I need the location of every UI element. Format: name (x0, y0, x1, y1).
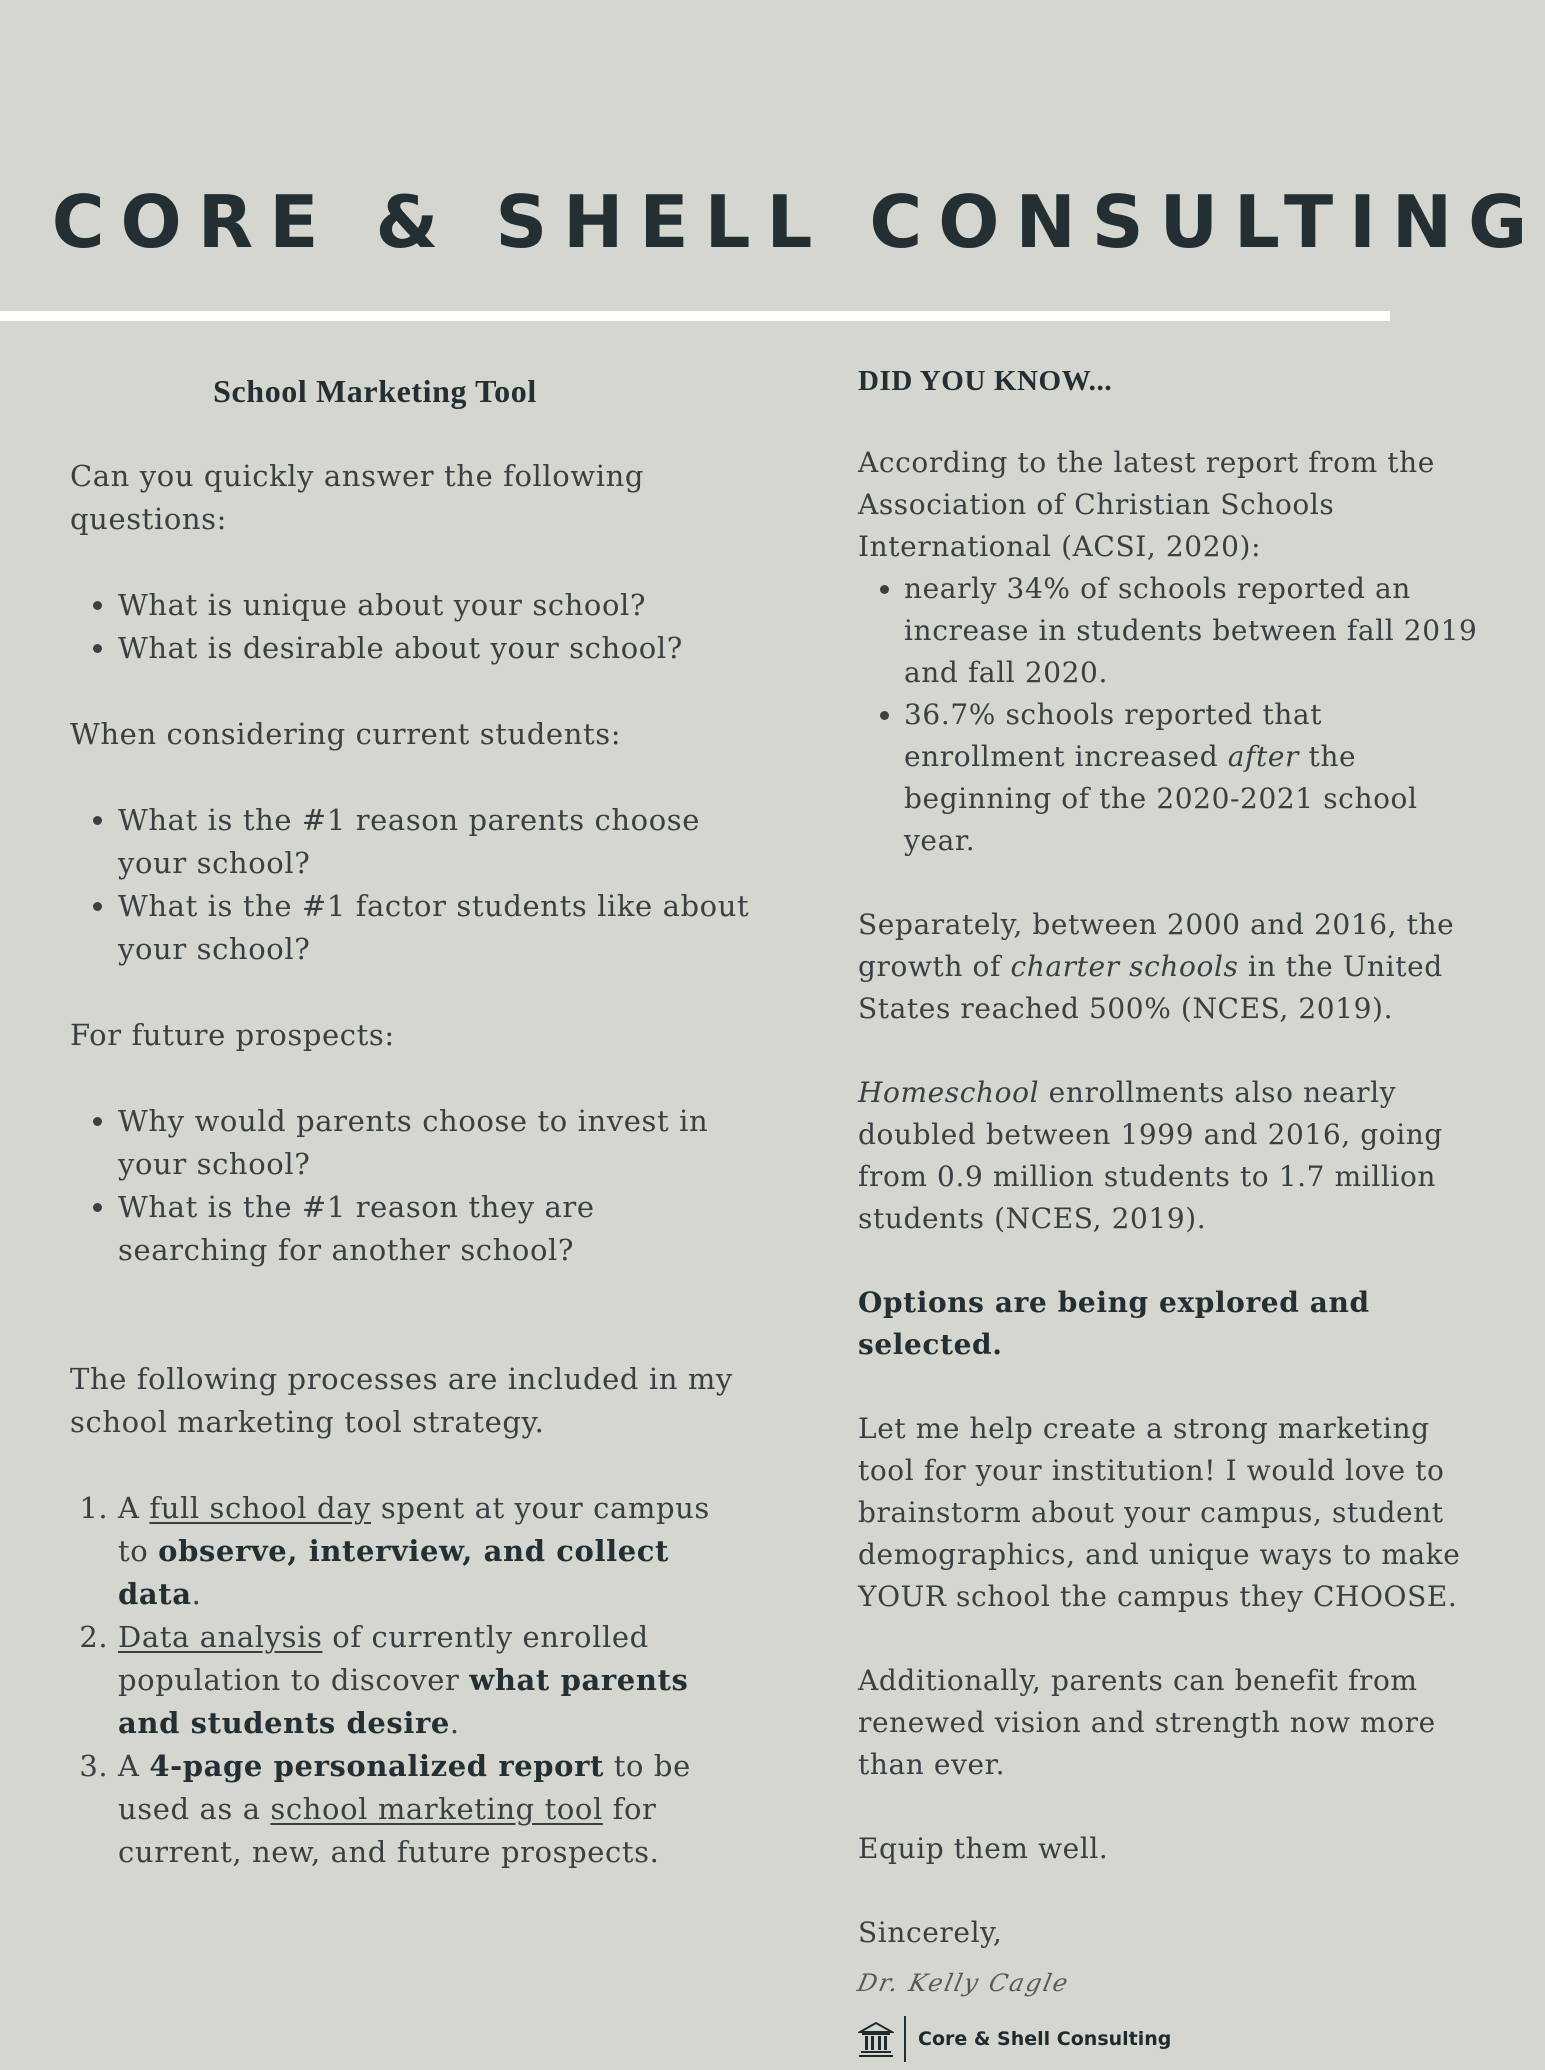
charter-paragraph: Separately, between 2000 and 2016, the growth of charter schools in the United States reached 500% (NCES, 2019). (858, 908, 1455, 1025)
list-item: • Why would parents choose to invest in your school? (118, 1100, 750, 1186)
future-prospects-label: For future prospects: (70, 1018, 395, 1052)
intro-text: Can you quickly answer the following questions: (70, 459, 645, 536)
closing: Sincerely, (858, 1916, 1003, 1949)
equip-line: Equip them well. (858, 1832, 1109, 1865)
section-heading: School Marketing Tool (213, 373, 537, 409)
list-item: 1. A full school day spent at your campus to observe, interview, and collect data. (118, 1487, 750, 1616)
left-column (70, 360, 750, 1874)
homeschool-paragraph: Homeschool enrollments also nearly doubled between 1999 and 2016, going from 0.9 million students to 1.7 million students (NCES, 2019). (858, 1076, 1443, 1235)
help-paragraph: Let me help create a strong marketing tool for your institution! I would love to brainstorm about your campus, student demographics, and unique ways to make YOUR school the campus they CHOOSE. (858, 1412, 1461, 1613)
building-columns-icon (858, 2020, 894, 2058)
step-link-text: school marketing tool (270, 1792, 603, 1826)
step-link-text: Data analysis (118, 1620, 323, 1654)
list-item: • What is desirable about your school? (118, 627, 750, 670)
logo-text: Core & Shell Consulting (918, 2028, 1172, 2050)
header-divider (0, 311, 1390, 321)
current-students-label: When considering current students: (70, 717, 622, 751)
processes-intro: The following processes are included in my school marketing tool strategy. (70, 1362, 733, 1439)
step-link-text: full school day (149, 1491, 372, 1525)
list-item: • nearly 34% of schools reported an increase in students between fall 2019 and fall 2020. (904, 568, 1488, 694)
logo-divider (904, 2016, 906, 2062)
question-list-general (70, 584, 750, 670)
list-item: • What is the #1 factor students like about your school? (118, 885, 750, 971)
additionally-paragraph: Additionally, parents can benefit from renewed vision and strength now more than ever. (858, 1664, 1436, 1781)
right-column (855, 360, 1488, 2062)
list-item: • What is the #1 reason parents choose your school? (118, 799, 750, 885)
section-heading: DID YOU KNOW... (858, 365, 1113, 397)
list-item: • What is unique about your school? (118, 584, 750, 627)
list-item: 3. A 4-page personalized report to be used as a school marketing tool for current, new, and future prospects. (118, 1745, 750, 1874)
process-steps (70, 1487, 750, 1874)
options-statement: Options are being explored and selected. (858, 1286, 1370, 1361)
question-list-current (70, 799, 750, 971)
list-item: 2. Data analysis of currently enrolled population to discover what parents and students desire. (118, 1616, 750, 1745)
acsi-intro: According to the latest report from the Association of Christian Schools International (ACSI, 2020): (858, 446, 1435, 563)
page-title: CORE & SHELL CONSULTING (51, 180, 1544, 264)
list-item: • 36.7% schools reported that enrollment increased after the beginning of the 2020-2021 school year. (904, 694, 1488, 862)
question-list-future (70, 1100, 750, 1272)
acsi-stats-list (858, 568, 1488, 862)
list-item: • What is the #1 reason they are searching for another school? (118, 1186, 750, 1272)
signature: Dr. Kelly Cagle (855, 1969, 1073, 1997)
company-logo (858, 2016, 1488, 2062)
